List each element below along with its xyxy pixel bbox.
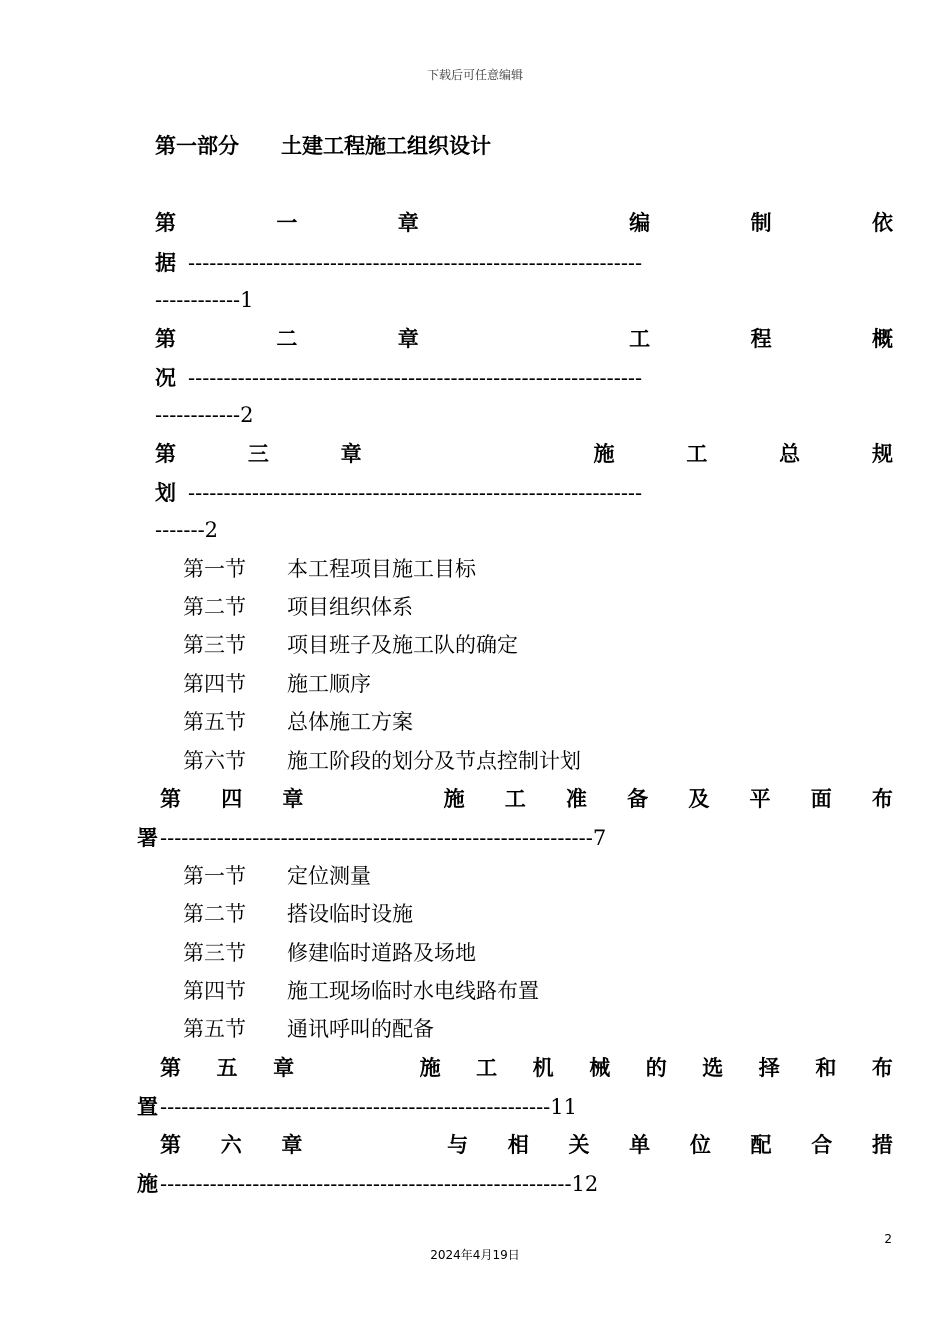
toc-chapter-4-last: 署 bbox=[137, 825, 158, 850]
toc-section[interactable]: 第四节 施工顺序 bbox=[183, 672, 371, 696]
toc-chapter-3[interactable]: 第 三 章 施 工 总 规 bbox=[155, 441, 893, 466]
toc-page-ref: ------------2 bbox=[155, 403, 254, 427]
toc-section[interactable]: 第二节 项目组织体系 bbox=[183, 595, 413, 619]
toc-chapter-6-last: 施 bbox=[137, 1171, 158, 1196]
toc-section[interactable]: 第一节 定位测量 bbox=[183, 864, 371, 888]
toc-chapter-1-last: 据 bbox=[155, 250, 176, 275]
toc-section[interactable]: 第三节 修建临时道路及场地 bbox=[183, 941, 476, 965]
toc-page-ref: -------2 bbox=[155, 518, 219, 542]
part-title: 第一部分 土建工程施工组织设计 bbox=[155, 133, 491, 158]
page-header: 下载后可任意编辑 bbox=[426, 68, 523, 82]
toc-chapter-6[interactable]: 第 六 章 与 相 关 单 位 配 合 措 bbox=[160, 1132, 893, 1157]
toc-section[interactable]: 第三节 项目班子及施工队的确定 bbox=[183, 633, 518, 657]
toc-section[interactable]: 第四节 施工现场临时水电线路布置 bbox=[183, 979, 539, 1003]
toc-chapter-4[interactable]: 第 四 章 施 工 准 备 及 平 面 布 bbox=[160, 786, 893, 811]
toc-section[interactable]: 第五节 通讯呼叫的配备 bbox=[183, 1017, 434, 1041]
toc-section[interactable]: 第二节 搭设临时设施 bbox=[183, 902, 413, 926]
toc-leader: ---------------------------------------------------------------- bbox=[188, 366, 643, 390]
toc-leader: -------------------------------------------------------11 bbox=[160, 1095, 577, 1119]
toc-leader: ---------------------------------------------------------------- bbox=[188, 481, 643, 505]
toc-leader: ----------------------------------------------------------12 bbox=[160, 1172, 599, 1196]
toc-chapter-5-last: 置 bbox=[137, 1094, 158, 1119]
page-number: 2 bbox=[884, 1232, 892, 1246]
toc-chapter-5[interactable]: 第 五 章 施 工 机 械 的 选 择 和 布 bbox=[160, 1055, 893, 1080]
toc-chapter-2[interactable]: 第 二 章 工 程 概 bbox=[155, 326, 893, 351]
toc-section[interactable]: 第六节 施工阶段的划分及节点控制计划 bbox=[183, 749, 581, 773]
toc-chapter-2-last: 况 bbox=[155, 365, 176, 390]
toc-chapter-3-last: 划 bbox=[155, 480, 176, 505]
toc-section[interactable]: 第五节 总体施工方案 bbox=[183, 710, 413, 734]
page-footer-date: 2024年4月19日 bbox=[430, 1248, 520, 1262]
toc-leader: ---------------------------------------------------------------- bbox=[188, 251, 643, 275]
toc-leader: -------------------------------------------------------------7 bbox=[160, 826, 607, 850]
toc-page-ref: ------------1 bbox=[155, 288, 254, 312]
toc-section[interactable]: 第一节 本工程项目施工目标 bbox=[183, 557, 476, 581]
toc-chapter-1[interactable]: 第 一 章 编 制 依 bbox=[155, 210, 893, 235]
